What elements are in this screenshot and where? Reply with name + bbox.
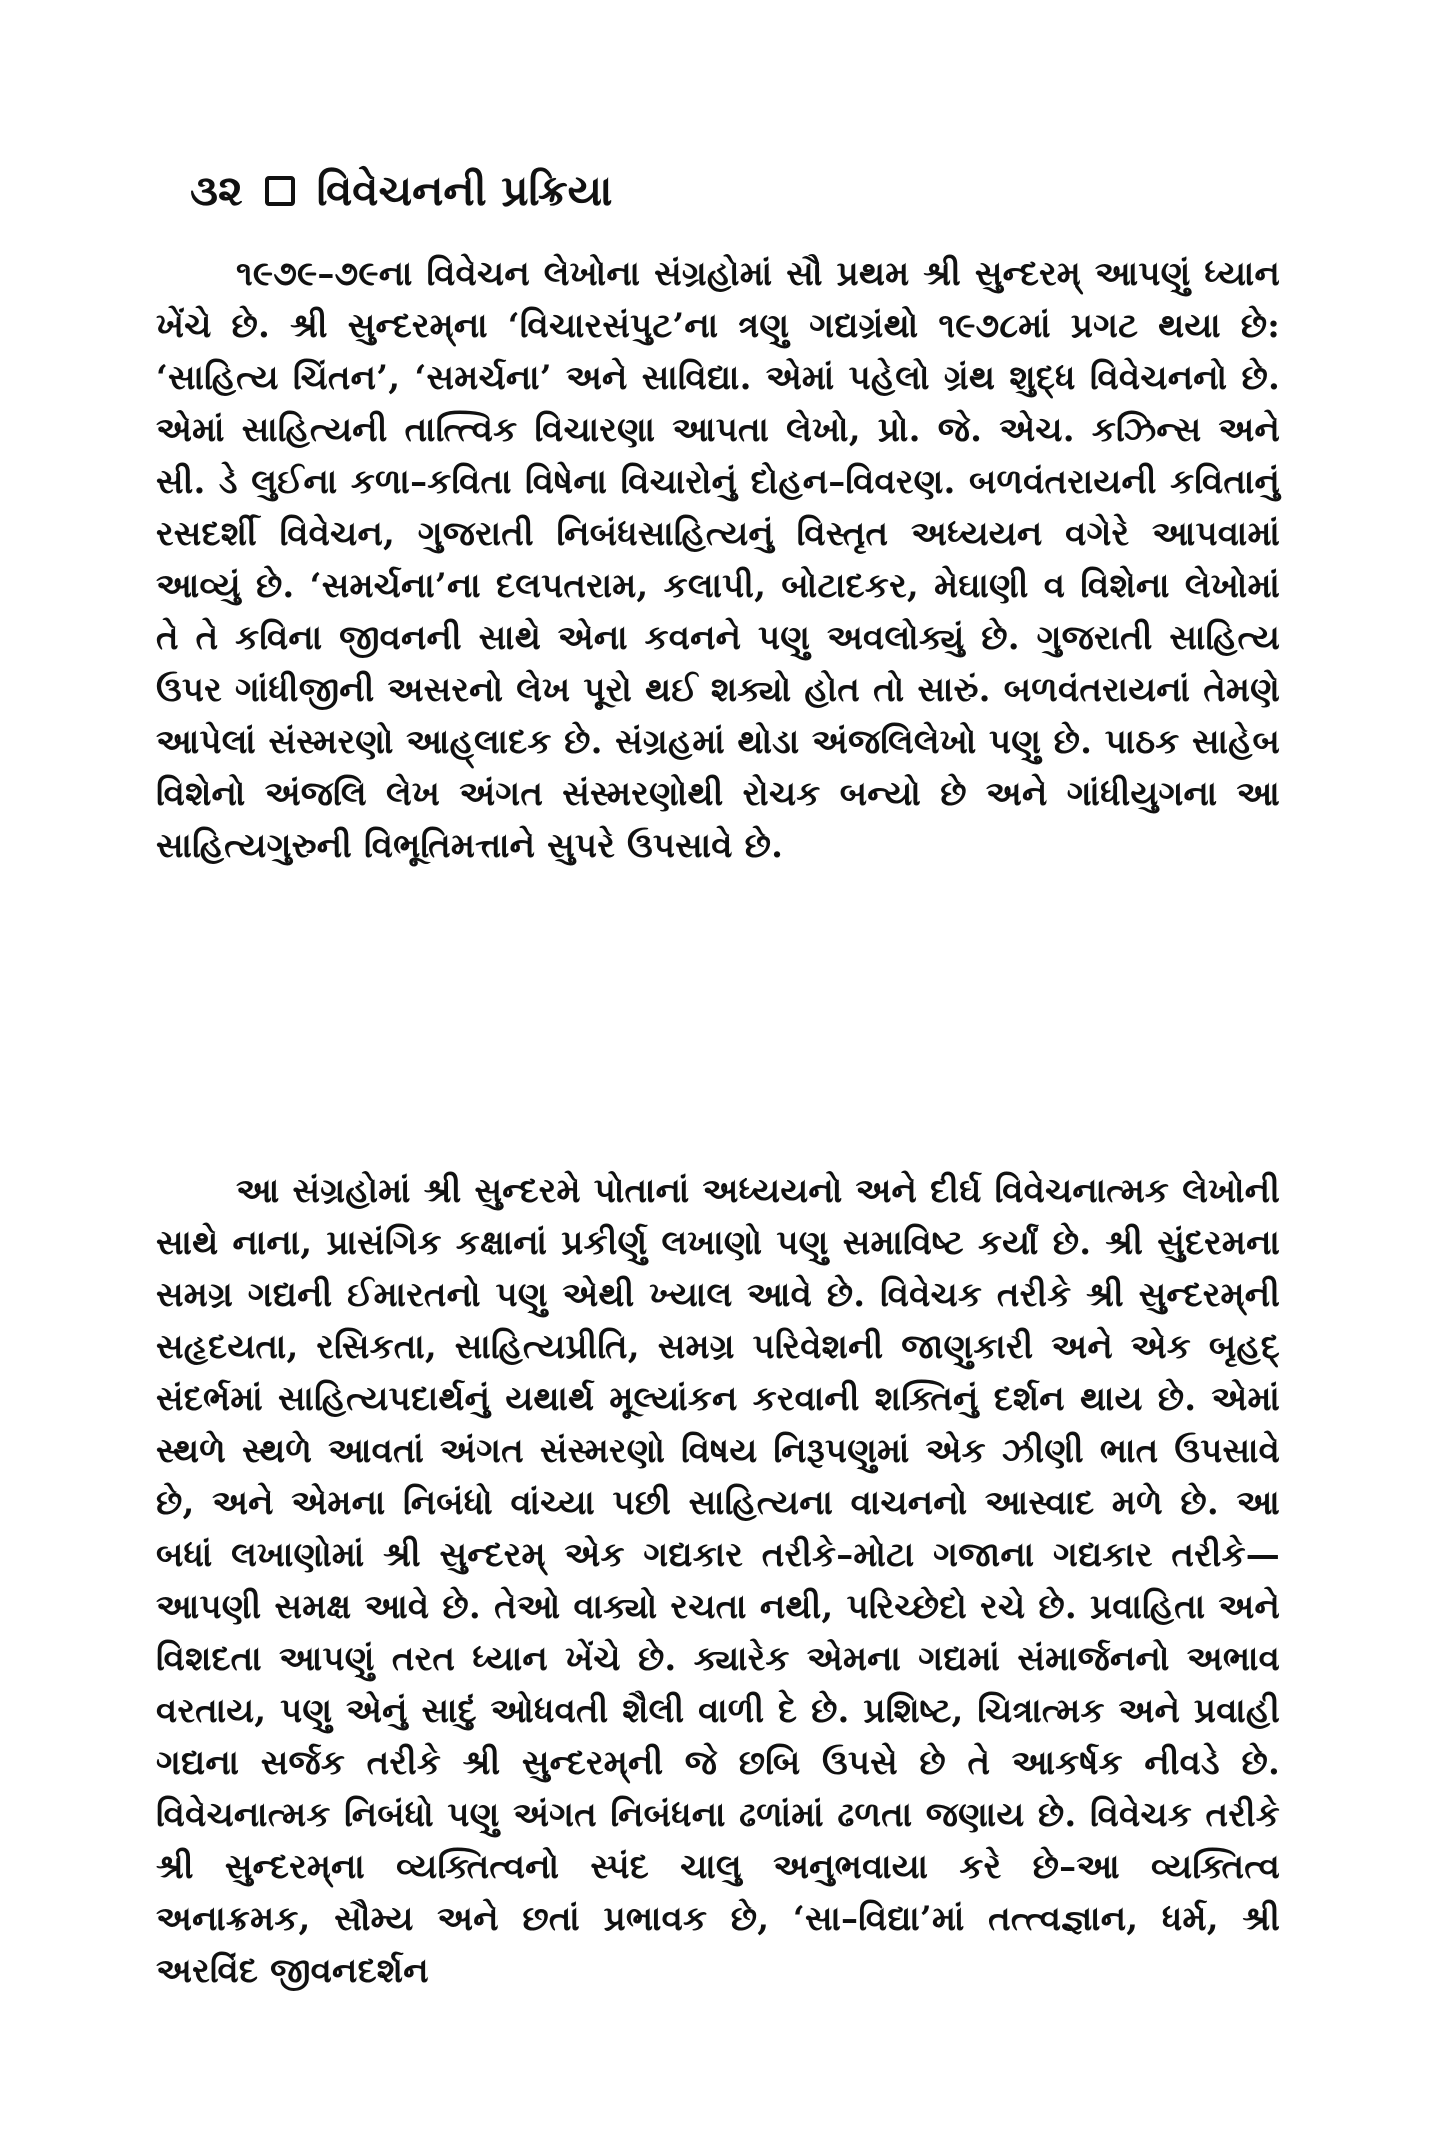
paragraph-2: આ સંગ્રહોમાં શ્રી સુન્દરમે પોતાનાં અધ્યયનો અને દીર્ઘ વિવેચનાત્મક લેખોની સાથે નાના, પ્રાસંગિક કક્ષાનાં પ્રકીર્ણુ લખાણો પણુ સમાવિષ્ટ કર્યાં છે. શ્રી સુંદરમના સમગ્ર ગદ્યની ઈમારતનો પણુ એથી ખ્યાલ આવે છે. વિવેચક તરીકે શ્રી સુન્દરમ્‌ની સહૃદયતા, રસિકતા, સાહિત્યપ્રીતિ, સમગ્ર પરિવેશની જાણુકારી અને એક બૃહદ્ સંદર્ભમાં સાહિત્યપદાર્થનું યથાર્થ મૂલ્યાંકન કરવાની શક્તિનું દર્શન થાય છે. એમાં સ્થળે સ્થળે આવતાં અંગત સંસ્મરણો વિષય નિરૂપણુમાં એક ઝીણી ભાત ઉપસાવે છે, અને એમના નિબંધો વાંચ્યા પછી સાહિત્યના વાચનનો આસ્વાદ મળે છે. આ બધાં લખાણોમાં શ્રી સુન્દરમ્ એક ગદ્યકાર તરીકે–મોટા ગજાના ગદ્યકાર તરીકે—આપણી સમક્ષ આવે છે. તેઓ વાક્યો રચતા નથી, પરિચ્છેદો રચે છે. પ્રવાહિતા અને વિશદતા આપણું તરત ધ્યાન ખેંચે છે. ક્યારેક એમના ગદ્યમાં સંમાર્જનનો અભાવ વરતાય, પણુ એનું સાદું ઓધવતી શૈલી વાળી દે છે. પ્રશિષ્ટ, ચિત્રાત્મક અને પ્રવાહી ગદ્યના સર્જક તરીકે શ્રી સુન્દરમ્‌ની જે છબિ ઉપસે છે તે આકર્ષક નીવડે છે. વિવેચનાત્મક નિબંધો પણુ અંગત નિબંધના ઢળાંમાં ઢળતા જણાય છે. વિવેચક તરીકે શ્રી સુન્દરમ્‌ના વ્યક્તિત્વનો સ્પંદ ચાલુ અનુભવાયા કરે છે–આ વ્યક્તિત્વ અનાક્રમક, સૌમ્ય અને છતાં પ્રભાવક છે, ‘સા–વિદ્યા’માં તત્ત્વજ્ઞાન, ધર્મ, શ્રી અરવિંદ જીવનદર્શન <box>156 1171 1280 1991</box>
page-header <box>190 166 613 215</box>
paragraph-1: ૧૯૭૯–૭૯ના વિવેચન લેખોના સંગ્રહોમાં સૌ પ્રથમ શ્રી સુન્દરમ્ આપણું ધ્યાન ખેંચે છે. શ્રી સુન્દરમ્‌ના ‘વિચારસંપુટ’ના ત્રણુ ગદ્યગ્રંથો ૧૯૭૮માં પ્રગટ થયા છે: ‘સાહિત્ય ચિંતન’, ‘સમર્ચના’ અને સાવિદ્યા. એમાં પહેલો ગ્રંથ શુદ્ધ વિવેચનનો છે. એમાં સાહિત્યની તાત્ત્વિક વિચારણા આપતા લેખો, પ્રો. જે. એચ. કઝિન્સ અને સી. ડે લુઈના કળા–કવિતા વિષેના વિચારોનું દોહન–વિવરણ. બળવંતરાયની કવિતાનું રસદર્શી વિવેચન, ગુજરાતી નિબંધસાહિત્યનું વિસ્તૃત અધ્યયન વગેરે આપવામાં આવ્યું છે. ‘સમર્ચના’ના દલપતરામ, કલાપી, બોટાદકર, મેઘાણી વ વિશેના લેખોમાં તે તે કવિના જીવનની સાથે એના કવનને પણુ અવલોક્યું છે. ગુજરાતી સાહિત્ય ઉપર ગાંધીજીની અસરનો લેખ પૂરો થઈ શક્યો હોત તો સારું. બળવંતરાયનાં તેમણે આપેલાં સંસ્મરણો આહ્‌લાદક છે. સંગ્રહમાં થોડા અંજલિલેખો પણુ છે. પાઠક સાહેબ વિશેનો અંજલિ લેખ અંગત સંસ્મરણોથી રોચક બન્યો છે અને ગાંધીયુગના આ સાહિત્યગુરુની વિભૂતિમત્તાને સુપરે ઉપસાવે છે. <box>156 254 1280 866</box>
square-box-icon <box>265 176 295 206</box>
running-title: વિવેચનની પ્રક્રિયા <box>316 166 613 215</box>
page-number: ૩૨ <box>190 166 243 215</box>
